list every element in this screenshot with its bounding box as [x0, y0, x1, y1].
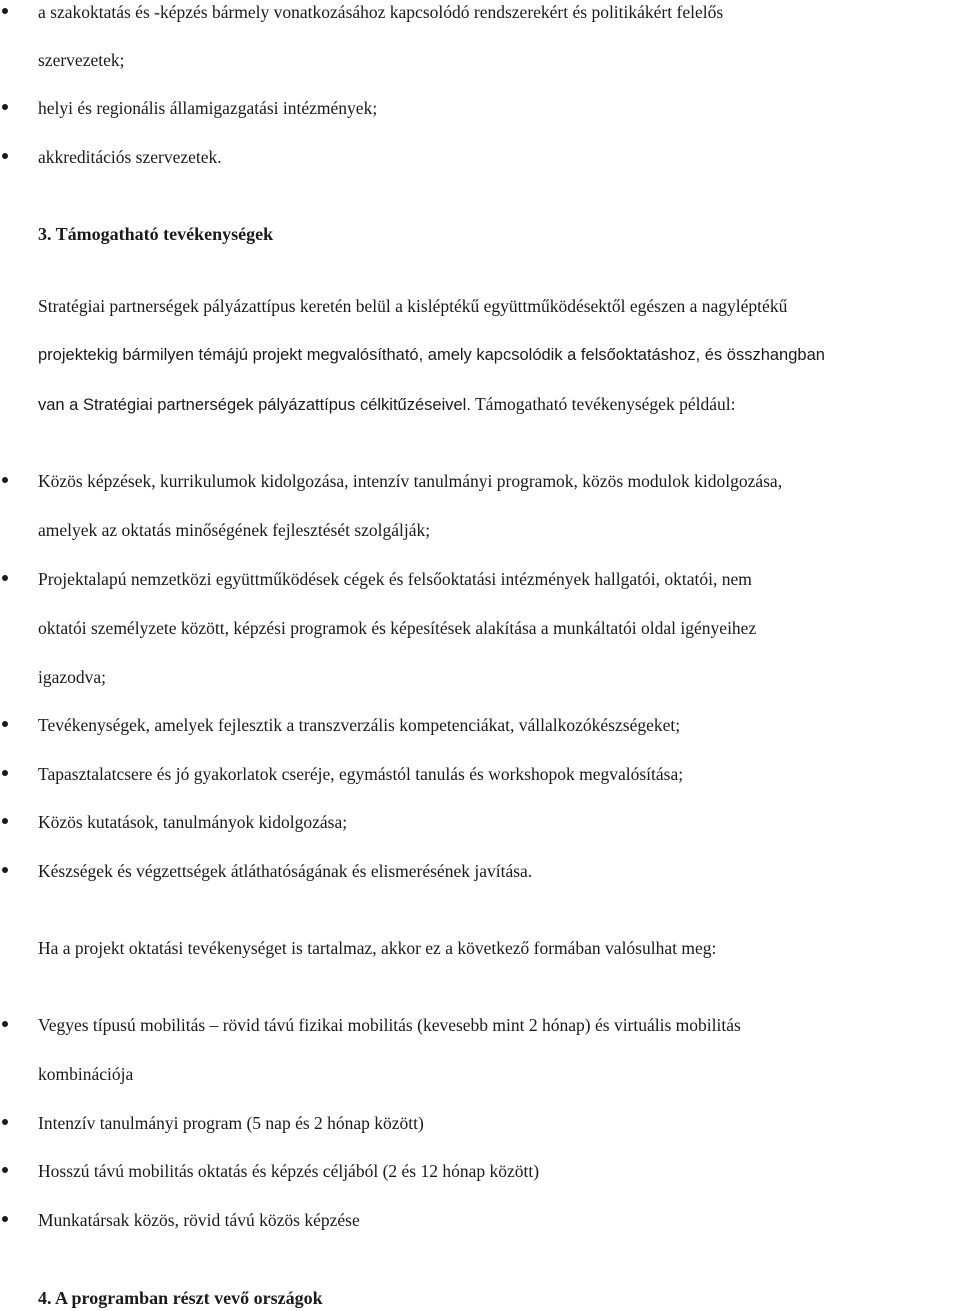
top-bullet-1	[2, 8, 8, 14]
activity-bullet-3	[2, 721, 8, 727]
activity-item-6: Készségek és végzettségek átláthatóságának és elismerésének javítása.	[38, 861, 533, 881]
training-item-4: Munkatársak közös, rövid távú közös képzése	[38, 1210, 360, 1230]
top-list-item-1-line-2: szervezetek;	[38, 50, 125, 70]
activity-item-5: Közös kutatások, tanulmányok kidolgozása;	[38, 812, 348, 832]
top-list-item-1-line-1: a szakoktatás és -képzés bármely vonatkozásához kapcsolódó rendszerekért és politikákért felelős	[38, 2, 724, 22]
training-intro: Ha a projekt oktatási tevékenységet is tartalmaz, akkor ez a következő formában valósulhat meg:	[38, 938, 717, 958]
section-3-para-line-3-serif: Támogatható tevékenységek például:	[470, 394, 736, 414]
section-3-para-line-3-sans: van a Stratégiai partnerségek pályázattípus célkitűzéseivel.	[38, 396, 471, 414]
activity-bullet-5	[2, 818, 8, 824]
training-item-1-line-1: Vegyes típusú mobilitás – rövid távú fizikai mobilitás (kevesebb mint 2 hónap) és virtuális mobilitás	[38, 1015, 741, 1035]
section-3-para-line-1: Stratégiai partnerségek pályázattípus keretén belül a kisléptékű együttműködésektől egészen a nagyléptékű	[38, 296, 788, 316]
activity-item-2-line-3: igazodva;	[38, 667, 107, 687]
training-bullet-3	[2, 1167, 8, 1173]
section-3-para-line-3	[38, 392, 735, 417]
activity-bullet-1	[2, 477, 8, 483]
section-3-heading: 3. Támogatható tevékenységek	[38, 224, 274, 244]
training-bullet-1	[2, 1021, 8, 1027]
top-list-item-3: akkreditációs szervezetek.	[38, 147, 222, 167]
activity-item-2-line-1: Projektalapú nemzetközi együttműködések cégek és felsőoktatási intézmények hallgatói, oktatói, nem	[38, 569, 752, 589]
top-bullet-2	[2, 104, 8, 110]
training-item-1-line-2: kombinációja	[38, 1064, 134, 1084]
training-bullet-2	[2, 1119, 8, 1125]
training-item-2: Intenzív tanulmányi program (5 nap és 2 hónap között)	[38, 1113, 424, 1133]
activity-item-2-line-2: oktatói személyzete között, képzési programok és képesítések alakítása a munkáltatói oldal igényeihez	[38, 618, 757, 638]
top-list-item-2: helyi és regionális államigazgatási intézmények;	[38, 98, 378, 118]
activity-item-4: Tapasztalatcsere és jó gyakorlatok cseréje, egymástól tanulás és workshopok megvalósítása;	[38, 764, 684, 784]
training-item-3: Hosszú távú mobilitás oktatás és képzés céljából (2 és 12 hónap között)	[38, 1161, 540, 1181]
activity-bullet-2	[2, 575, 8, 581]
activity-item-3: Tevékenységek, amelyek fejlesztik a transzverzális kompetenciákat, vállalkozókészségeket;	[38, 715, 681, 735]
section-4-heading: 4. A programban részt vevő országok	[38, 1288, 323, 1308]
section-3-para-line-2: projektekig bármilyen témájú projekt megvalósítható, amely kapcsolódik a felsőoktatáshoz, és összhangban	[38, 346, 825, 364]
training-bullet-4	[2, 1216, 8, 1222]
activity-item-1-line-2: amelyek az oktatás minőségének fejlesztését szolgálják;	[38, 520, 431, 540]
activity-item-1-line-1: Közös képzések, kurrikulumok kidolgozása, intenzív tanulmányi programok, közös modulok kidolgozása,	[38, 471, 783, 491]
top-bullet-3	[2, 153, 8, 159]
activity-bullet-4	[2, 770, 8, 776]
activity-bullet-6	[2, 867, 8, 873]
